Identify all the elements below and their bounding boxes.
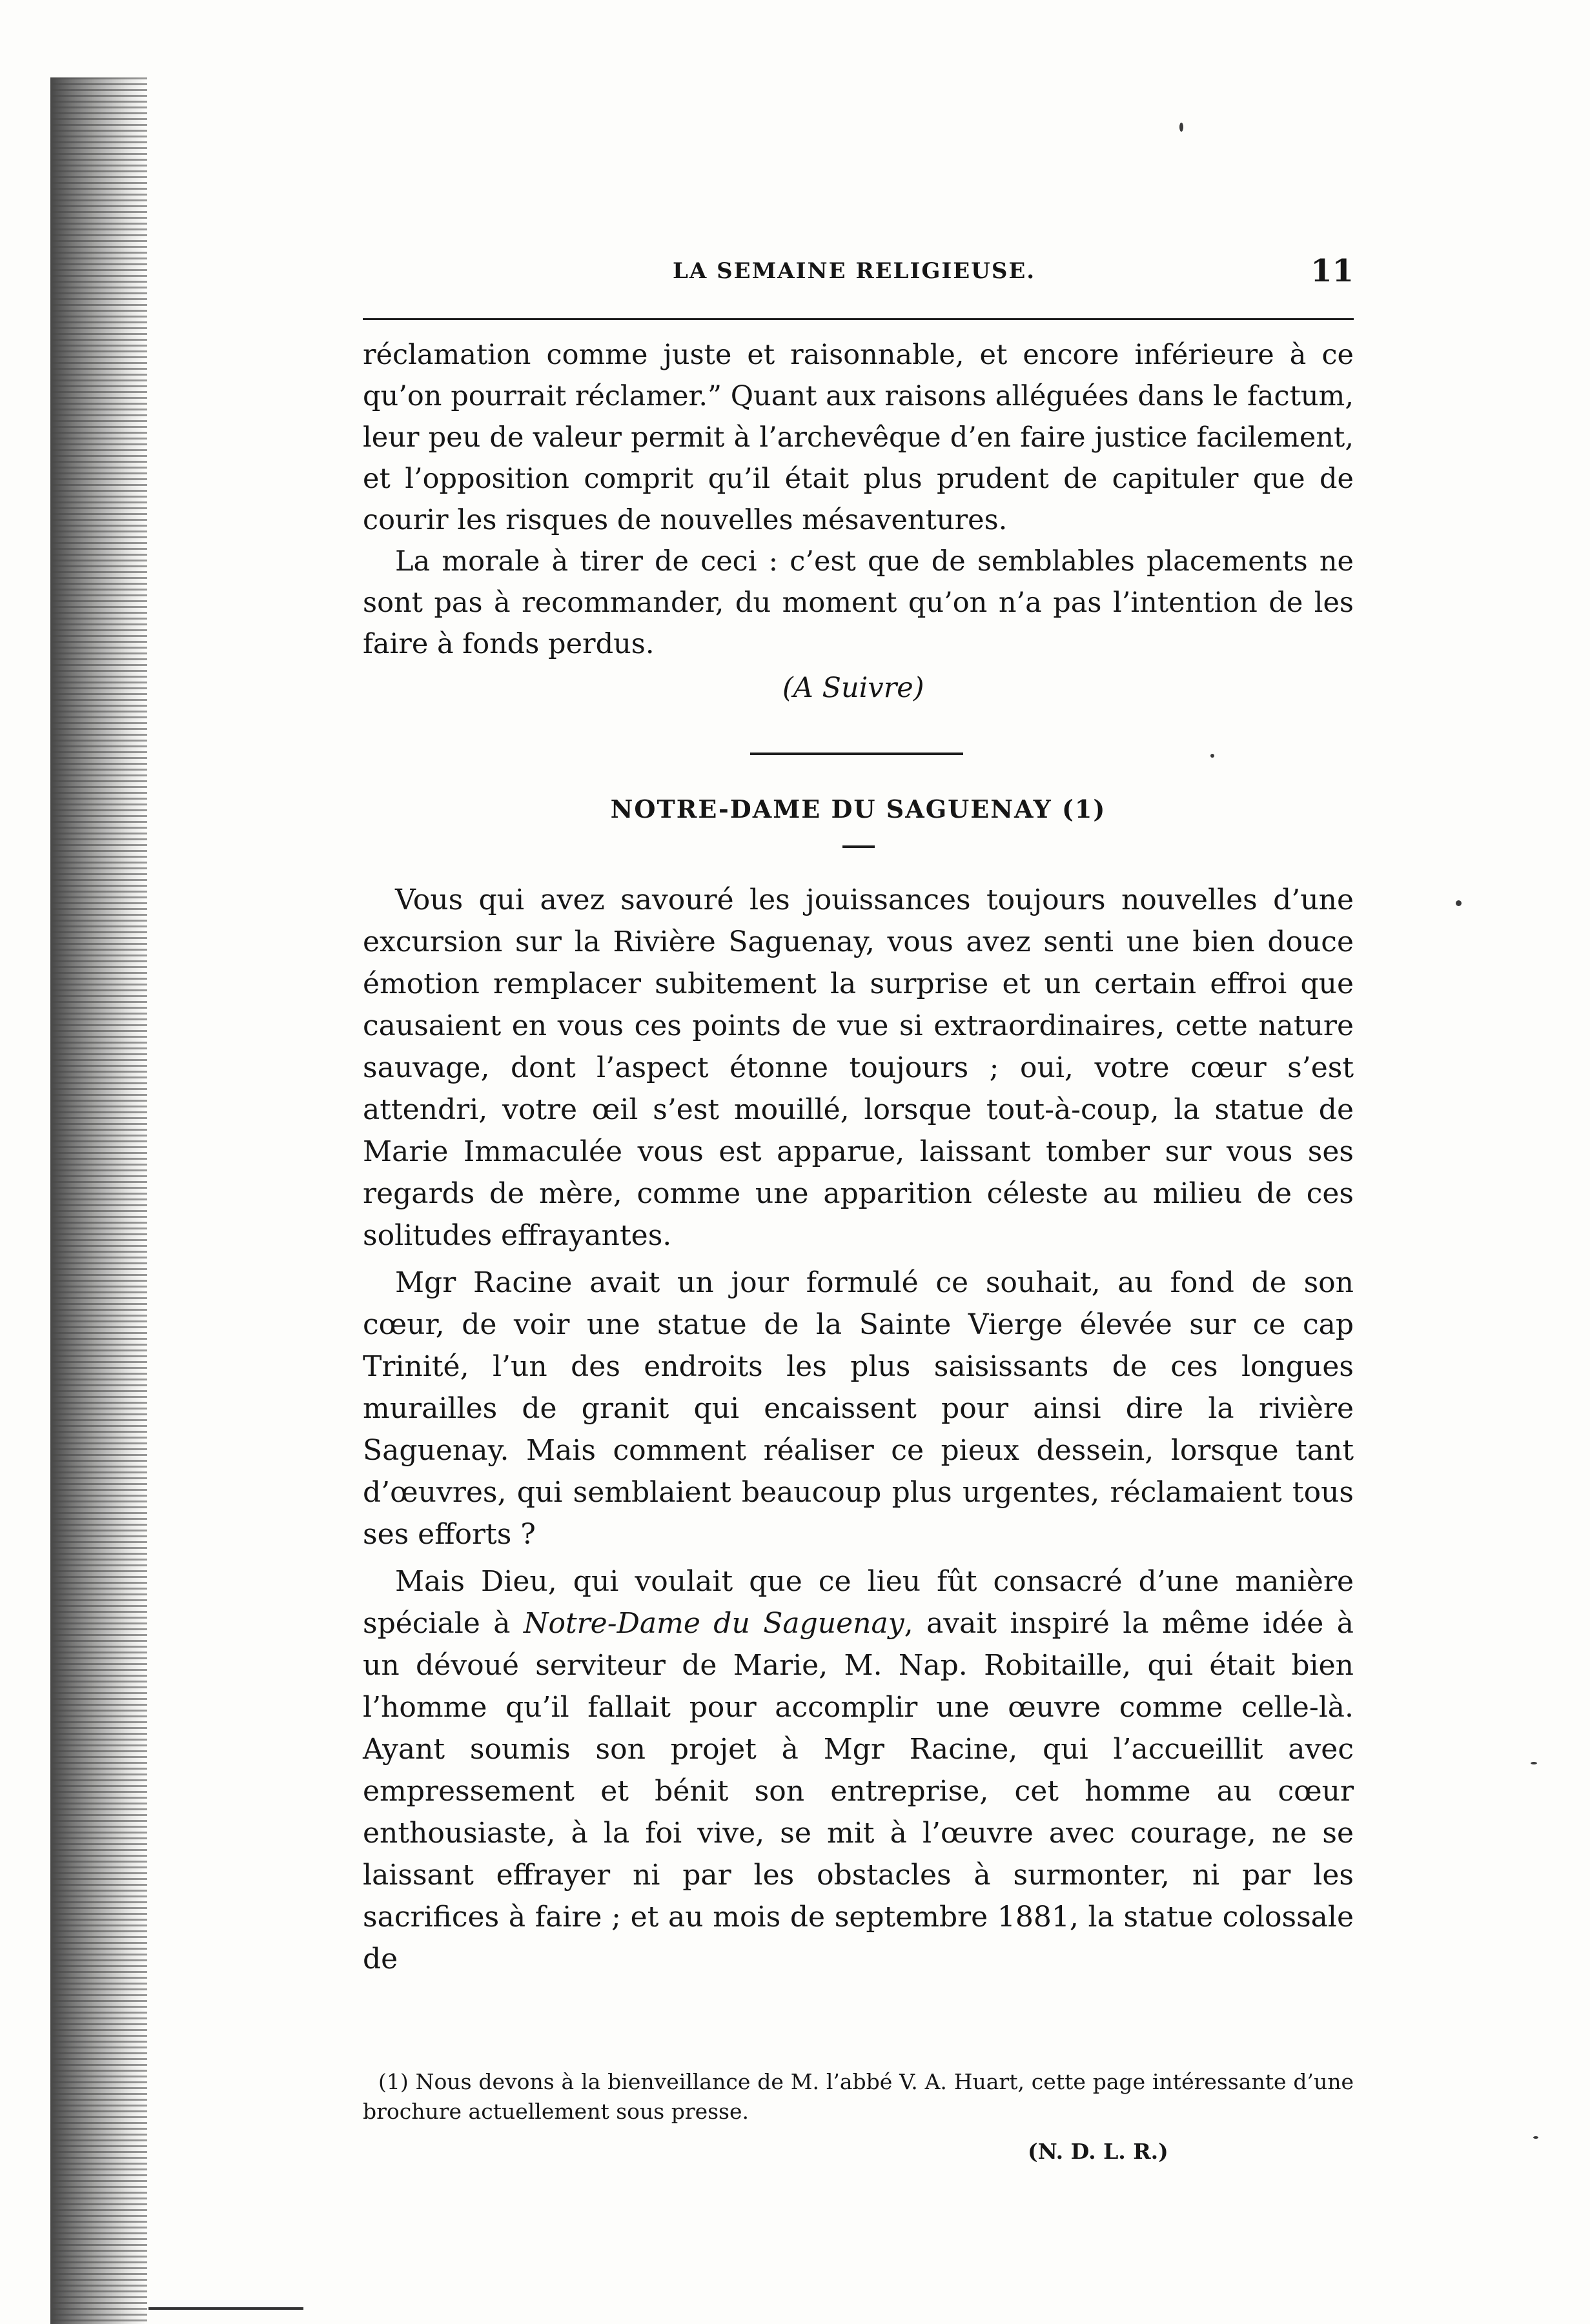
scan-speck [1456,900,1462,906]
section-divider [750,753,963,755]
italic-place-name: Notre-Dame du Saguenay [523,1607,904,1640]
article-body [363,879,1354,1980]
article-title: NOTRE-DAME DU SAGUENAY (1) [610,794,1106,824]
footnote-signature: (N. D. L. R.) [1028,2139,1168,2164]
page-number: 11 [1310,253,1354,289]
header-rule [363,318,1354,320]
article-paragraph: Vous qui avez savouré les jouissances toujours nouvelles d’une excursion sur la Rivière Saguenay, vous avez senti une bien douce émotion remplacer subitement la surprise et un certain effroi que causaient en vous ces points de vue si extraordinaires, cette nature sauvage, dont l’aspect étonne toujours ; oui, votre cœur s’est attendri, votre œil s’est mouillé, lorsque tout-à-coup, la statue de Marie Immaculée vous est apparue, laissant tomber sur vous ses regards de mère, comme une apparition céleste au milieu de ces solitudes effrayantes. [363,884,1354,1252]
running-title: LA SEMAINE RELIGIEUSE. [673,258,1036,284]
paragraph-text: , avait inspiré la même idée à un dévoué serviteur de Marie, M. Nap. Robitaille, qui était bien l’homme qu’il fallait pour accomplir une œuvre comme celle-là. Ayant soumis son projet à Mgr Racine, qui l’accueillit avec empressement et bénit son entreprise, cet homme au cœur enthousiaste, à la foi vive, se mit à l’œuvre avec courage, ne se laissant effrayer ni par les obstacles à surmonter, ni par les sacrifices à faire ; et au mois de septembre 1881, la statue colossale de [363,1607,1354,1975]
continuation-paragraph: La morale à tirer de ceci : c’est que de semblables placements ne sont pas à recommander, du moment qu’on n’a pas l’intention de les faire à fonds perdus. [363,545,1354,660]
footnote [363,2067,1354,2167]
running-head [363,253,1354,310]
paragraph-text: Mais Dieu, qui voulait que ce lieu fût consacré d’une manière spéciale à [363,1565,1354,1640]
text-block [363,334,1354,1980]
continuation-paragraph: réclamation comme juste et raisonnable, et encore inférieure à ce qu’on pourrait réclamer.” Quant aux raisons alléguées dans le factum, leur peu de valeur permit à l’archevêque d’en faire justice facilement, et l’opposition comprit qu’il était plus prudent de capituler que de courir les risques de nouvelles mésaventures. [363,339,1354,536]
scan-speck [1210,754,1214,758]
to-be-continued: (A Suivre) [782,672,924,704]
footnote-text: (1) Nous devons à la bienveillance de M. l’abbé V. A. Huart, cette page intéressante d’une brochure actuellement sous presse. [363,2069,1354,2124]
scan-speck [1531,1762,1537,1764]
title-dash [842,845,875,848]
scan-speck [1179,123,1183,132]
binding-edge [50,77,147,2324]
scan-speck [1533,2136,1538,2139]
article-paragraph [363,1561,1354,1980]
bottom-stroke [148,2307,303,2310]
article-paragraph: Mgr Racine avait un jour formulé ce souhait, au fond de son cœur, de voir une statue de la Sainte Vierge élevée sur ce cap Trinité, l’un des endroits les plus saisissants de ces longues murailles de granit qui encaissent pour ainsi dire la rivière Saguenay. Mais comment réaliser ce pieux dessein, lorsque tant d’œuvres, qui semblaient beaucoup plus urgentes, réclamaient tous ses efforts ? [363,1266,1354,1551]
